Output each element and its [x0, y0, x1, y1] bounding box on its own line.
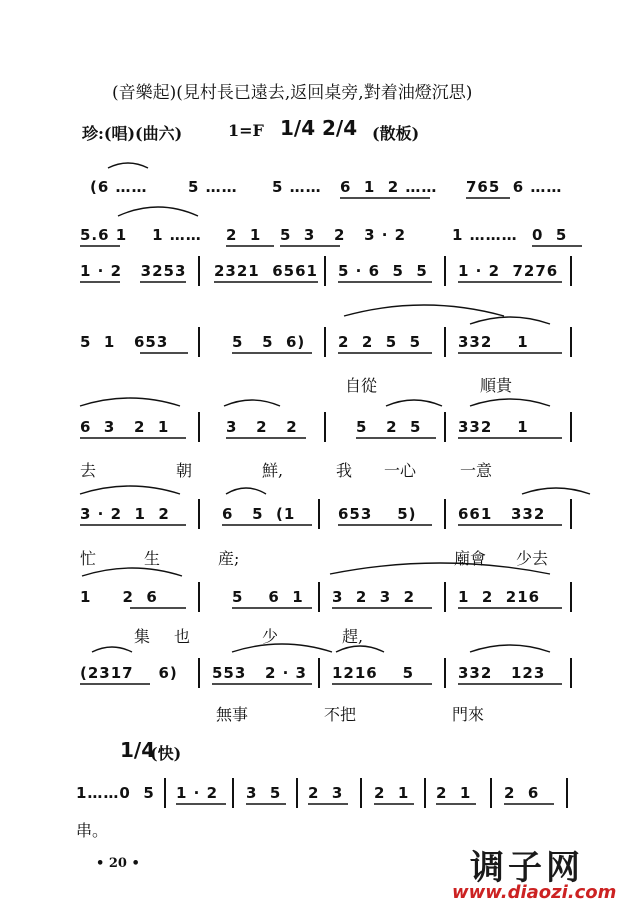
row-0-seg-2: 5 …… — [272, 178, 322, 196]
row-0-seg-1: 5 …… — [188, 178, 238, 196]
stage-direction: (音樂起)(見村長已遠去,返回桌旁,對着油燈沉思) — [112, 83, 473, 103]
row-3-seg-1: 5 5 6) — [232, 333, 306, 351]
lyric: 生 — [144, 549, 161, 568]
row-3-seg-0: 5 1 653 — [80, 333, 169, 351]
row-1-seg-1: 2 1 5 3 2 3 · 2 — [226, 226, 407, 244]
page-number: • 20 • — [96, 856, 140, 871]
lyric: 一意 — [460, 461, 493, 480]
row-4-seg-1: 3 2 2 — [226, 418, 298, 436]
lyric: 順貴 — [480, 376, 513, 395]
row-2-seg-0: 1 · 2 3253 — [80, 262, 187, 280]
row-2-seg-2: 5 · 6 5 5 — [338, 262, 428, 280]
watermark-url: www.diaozi.com — [452, 882, 617, 903]
row-0-seg-3: 6 1 2 …… — [340, 178, 438, 196]
row-7-seg-2: 1216 5 — [332, 664, 415, 682]
lyric: 朝 — [176, 461, 193, 480]
time-signature-1: 1/4 — [280, 116, 316, 140]
lyric: 一心 — [384, 461, 417, 480]
lyric: 也 — [174, 627, 191, 646]
row-8-seg-4: 2 1 — [374, 784, 410, 802]
row-5-seg-2: 653 5) — [338, 505, 417, 523]
row-5-seg-1: 6 5 (1 — [222, 505, 296, 523]
row-0-seg-0: (6 …… — [90, 178, 148, 196]
lyric: 少 — [262, 627, 279, 646]
lyric: 無事 — [216, 705, 249, 724]
tempo-fast-label: (快) — [150, 744, 182, 763]
row-1-seg-0: 5.6 1 1 …… — [80, 226, 202, 244]
row-4-seg-2: 5 2 5 — [356, 418, 422, 436]
row-3-seg-2: 2 2 5 5 — [338, 333, 422, 351]
row-7-seg-1: 553 2 · 3 — [212, 664, 307, 682]
lyric: 鮮, — [262, 461, 284, 480]
row-7-seg-0: (2317 6) — [80, 664, 178, 682]
lyric: 忙 — [80, 549, 97, 568]
row-8-seg-0: 1……0 5 — [76, 784, 155, 802]
lyric: 門來 — [452, 705, 485, 724]
lyric: 集 — [134, 627, 151, 646]
time-signature-2: 2/4 — [322, 116, 358, 140]
row-8-seg-2: 3 5 — [246, 784, 282, 802]
lyric: 自從 — [345, 376, 378, 395]
lyric: 趕, — [342, 627, 364, 646]
lyric: 不把 — [324, 705, 357, 724]
row-8-seg-5: 2 1 — [436, 784, 472, 802]
lyric: 産; — [218, 549, 240, 568]
row-1-seg-3: 0 5 — [532, 226, 568, 244]
row-7-seg-3: 332 123 — [458, 664, 546, 682]
lyric: 串。 — [76, 821, 109, 840]
lyric: 廟會 — [454, 549, 487, 568]
row-4-seg-3: 332 1 — [458, 418, 529, 436]
lyric: 去 — [80, 461, 97, 480]
watermark-logo: 调子网 — [470, 848, 584, 888]
row-3-seg-3: 332 1 — [458, 333, 529, 351]
row-4-seg-0: 6 3 2 1 — [80, 418, 170, 436]
row-8-seg-3: 2 3 — [308, 784, 344, 802]
row-2-seg-3: 1 · 2 7276 — [458, 262, 559, 280]
row-6-seg-1: 5 6 1 — [232, 588, 304, 606]
tempo-time-signature: 1/4 — [120, 738, 156, 762]
row-8-seg-6: 2 6 — [504, 784, 540, 802]
row-0-seg-4: 765 6 …… — [466, 178, 563, 196]
lyric: 我 — [336, 461, 353, 480]
row-1-seg-2: 1 ……… — [452, 226, 518, 244]
row-8-seg-1: 1 · 2 — [176, 784, 219, 802]
tempo-mark: (散板) — [372, 124, 420, 143]
singer-label: 珍:(唱)(曲六) — [82, 124, 183, 143]
lyric: 少去 — [516, 549, 549, 568]
row-2-seg-1: 2321 6561 — [214, 262, 318, 280]
row-6-seg-0: 1 2 6 — [80, 588, 158, 606]
row-6-seg-2: 3 2 3 2 — [332, 588, 416, 606]
row-6-seg-3: 1 2 216 — [458, 588, 541, 606]
row-5-seg-3: 661 332 — [458, 505, 546, 523]
key-signature: 1=F — [228, 121, 264, 140]
row-5-seg-0: 3 · 2 1 2 — [80, 505, 170, 523]
